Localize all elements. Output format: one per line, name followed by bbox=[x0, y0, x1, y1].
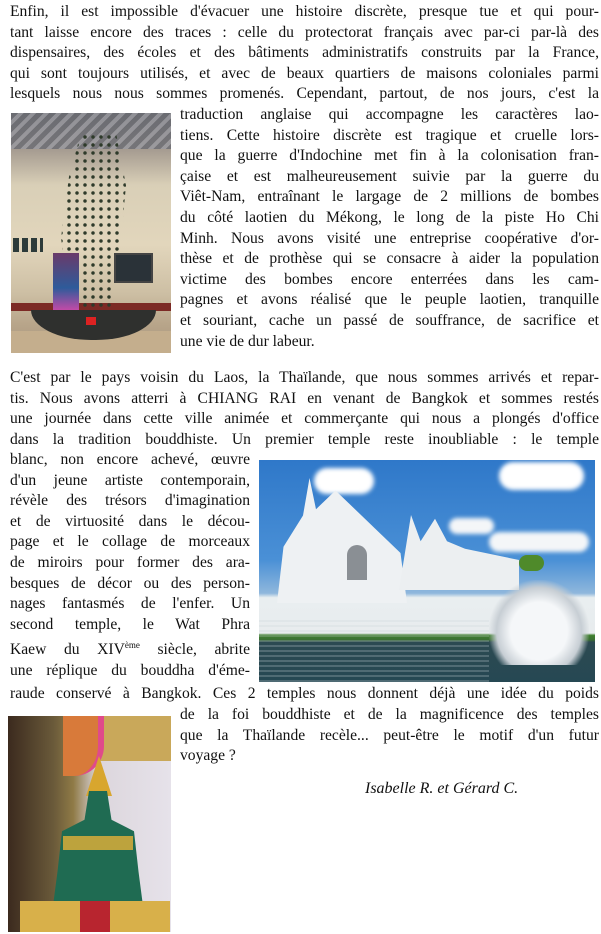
text-line: tiens. Cette histoire discrète est tragique et cruelle lors- bbox=[180, 126, 599, 144]
text-line: çaise et est malheureusement suivie par la guerre du bbox=[180, 167, 599, 185]
photo-red-marker bbox=[86, 317, 96, 325]
text-line: et souriant, cache un passé de souffrance, de sacrifice et bbox=[180, 311, 599, 329]
photo-sculpture bbox=[489, 580, 589, 665]
paragraph-2-top bbox=[10, 368, 599, 450]
text-line: dans la tradition bouddhiste. Un premier temple reste inoubliable : le temple bbox=[10, 430, 599, 448]
text-line: que la Thaïlande recèle... peut-être le motif d'un futur bbox=[180, 726, 599, 744]
photo-pedestal bbox=[20, 901, 170, 932]
text-line: traduction anglaise qui accompagne les caractères lao- bbox=[180, 106, 599, 123]
text-line: du côté laotien du Mékong, le long de la piste Ho Chi bbox=[180, 208, 599, 226]
text-line: une réplique du bouddha d'éme- bbox=[10, 661, 250, 679]
photo-gold-trim bbox=[63, 836, 133, 850]
text-line-century bbox=[10, 635, 250, 661]
paragraph-1-wrap bbox=[180, 105, 599, 352]
text-line: nages fantasmés de l'enfer. Un bbox=[10, 595, 250, 613]
paragraph-2-end bbox=[180, 705, 599, 767]
photo-banner bbox=[53, 253, 79, 311]
photo-tree bbox=[519, 555, 544, 571]
text-line: tant laisse encore des traces : celle du protectorat français avec par-ci par-là des bbox=[10, 23, 599, 41]
text-line: Viêt-Nam, entraînant le largage de 2 millions de bombes bbox=[180, 188, 599, 206]
photo-water-reflection bbox=[259, 620, 489, 682]
photo-cloud bbox=[314, 468, 374, 494]
text-line: Minh. Nous avons visité une entreprise coopérative d'or- bbox=[180, 229, 599, 247]
text-line: voyage ? bbox=[180, 747, 236, 765]
text-line: Enfin, il est impossible d'évacuer une histoire discrète, presque tue et qui pour- bbox=[10, 3, 599, 20]
text-line: second temple, le Wat Phra bbox=[10, 615, 250, 633]
text-line: page et le collage de morceaux bbox=[10, 533, 250, 551]
text-fragment: Kaew du XIV bbox=[10, 641, 125, 659]
text-line: thèse et de prothèse qui se consacre à aider la population bbox=[180, 250, 599, 268]
photo-temple-main bbox=[277, 478, 407, 603]
paragraph-1-top bbox=[10, 2, 599, 105]
photo-wall-frames bbox=[13, 238, 43, 252]
photo-screen bbox=[114, 253, 153, 283]
text-line: d'un jeune artiste contemporain, bbox=[10, 471, 250, 489]
paragraph-2-mid bbox=[10, 684, 599, 705]
superscript: ème bbox=[124, 640, 140, 651]
photo-emerald-buddha bbox=[8, 716, 171, 932]
text-line: que la guerre d'Indochine met fin à la colonisation fran- bbox=[180, 147, 599, 165]
text-line: révèle des trésors d'imagination bbox=[10, 492, 250, 510]
text-line: et de virtuosité dans le décou- bbox=[10, 512, 250, 530]
photo-white-temple bbox=[259, 460, 595, 682]
photo-temple-door bbox=[347, 545, 367, 580]
photo-cloud bbox=[449, 518, 494, 534]
text-line: une vie de dur labeur. bbox=[180, 332, 315, 350]
text-line: lesquels nous nous sommes promenés. Cependant, partout, de nos jours, c'est la bbox=[10, 85, 599, 103]
author-signature: Isabelle R. et Gérard C. bbox=[365, 780, 519, 797]
text-line: C'est par le pays voisin du Laos, la Thaïlande, que nous sommes arrivés et repar- bbox=[10, 369, 599, 386]
text-line: raude conservé à Bangkok. Ces 2 temples nous donnent déjà une idée du poids bbox=[10, 685, 599, 702]
text-line: de la foi bouddhiste et de la magnificence des temples bbox=[180, 706, 599, 723]
text-line: victime des bombes encore enterrées dans les cam- bbox=[180, 270, 599, 288]
text-line: blanc, non encore achevé, œuvre bbox=[10, 451, 250, 468]
text-line: dispensaires, des écoles et des bâtiments administratifs construits par la France, bbox=[10, 44, 599, 62]
text-line: besques de décor ou des person- bbox=[10, 574, 250, 592]
text-line: une journée dans cette ville animée et commerçante qui nous a plongés d'office bbox=[10, 410, 599, 428]
photo-cloud bbox=[489, 532, 589, 552]
text-line: de miroirs pour former des ara- bbox=[10, 553, 250, 571]
photo-cloud bbox=[499, 462, 584, 490]
text-fragment: siècle, abrite bbox=[139, 641, 250, 659]
paragraph-2-wrap bbox=[10, 450, 250, 682]
text-line: tis. Nous avons atterri à CHIANG RAI en venant de Bangkok et sommes restés bbox=[10, 389, 599, 407]
photo-bomb-exhibit bbox=[11, 113, 171, 353]
text-line: qui sont toujours utilisés, et avec de beaux quartiers de maisons coloniales parmi bbox=[10, 64, 599, 82]
text-line: pagnes et avons réalisé que le peuple laotien, tranquille bbox=[180, 291, 599, 309]
